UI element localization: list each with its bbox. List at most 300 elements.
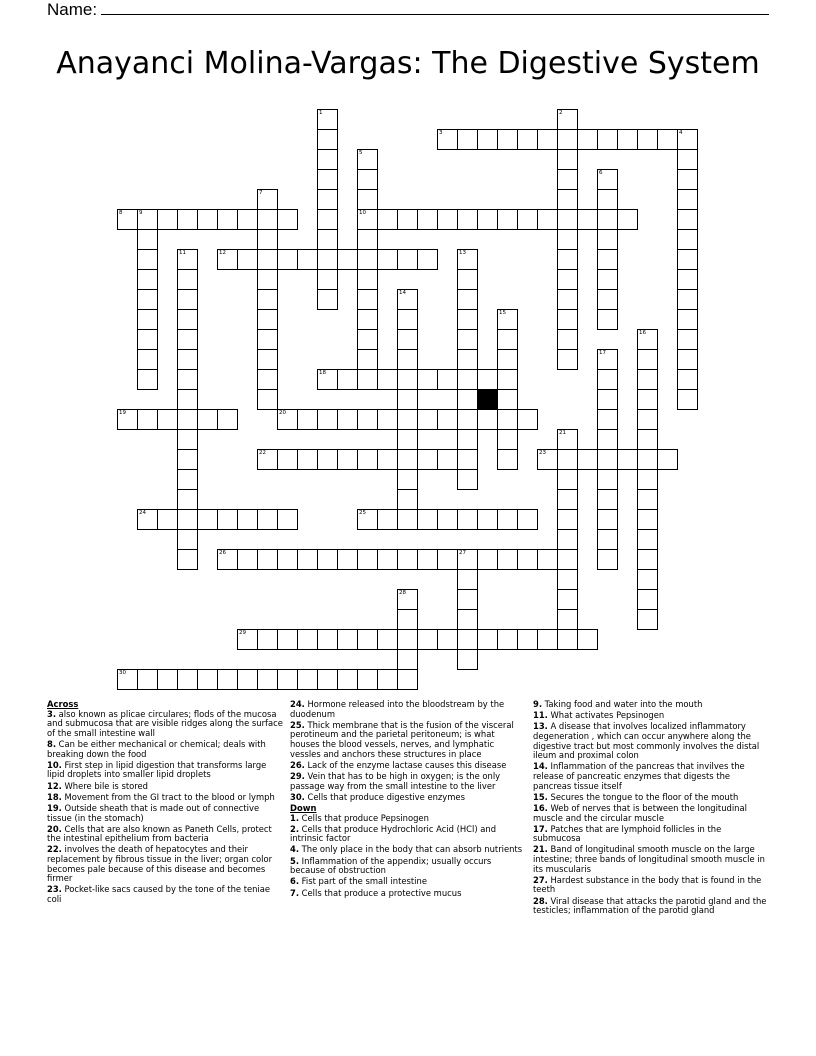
grid-cell[interactable]: [357, 169, 378, 190]
grid-cell[interactable]: [397, 489, 418, 510]
grid-cell[interactable]: [237, 669, 258, 690]
grid-cell[interactable]: [497, 309, 518, 330]
grid-cell[interactable]: [357, 669, 378, 690]
grid-cell[interactable]: [557, 449, 578, 470]
grid-cell[interactable]: [257, 329, 278, 350]
grid-cell[interactable]: [457, 289, 478, 310]
grid-cell[interactable]: [557, 569, 578, 590]
grid-cell[interactable]: [457, 349, 478, 370]
grid-cell[interactable]: [557, 309, 578, 330]
grid-cell[interactable]: [557, 509, 578, 530]
grid-cell[interactable]: [597, 409, 618, 430]
grid-cell[interactable]: [557, 529, 578, 550]
grid-cell[interactable]: [317, 109, 338, 130]
grid-cell[interactable]: [477, 209, 498, 230]
grid-cell[interactable]: [177, 489, 198, 510]
grid-cell[interactable]: [517, 129, 538, 150]
grid-cell[interactable]: [577, 209, 598, 230]
grid-cell[interactable]: [197, 669, 218, 690]
grid-cell[interactable]: [137, 349, 158, 370]
grid-cell[interactable]: [537, 549, 558, 570]
grid-cell[interactable]: [537, 129, 558, 150]
grid-cell[interactable]: [257, 269, 278, 290]
grid-cell[interactable]: [637, 389, 658, 410]
grid-cell[interactable]: [317, 269, 338, 290]
grid-cell[interactable]: [357, 149, 378, 170]
grid-cell[interactable]: [557, 149, 578, 170]
grid-cell[interactable]: [317, 289, 338, 310]
grid-cell[interactable]: [597, 349, 618, 370]
grid-cell[interactable]: [177, 209, 198, 230]
grid-cell[interactable]: [197, 409, 218, 430]
grid-cell[interactable]: [597, 429, 618, 450]
grid-cell[interactable]: [577, 629, 598, 650]
grid-cell[interactable]: [337, 629, 358, 650]
grid-cell[interactable]: [237, 549, 258, 570]
grid-cell[interactable]: [597, 489, 618, 510]
grid-cell[interactable]: [597, 289, 618, 310]
grid-cell[interactable]: [597, 249, 618, 270]
grid-cell[interactable]: [457, 129, 478, 150]
grid-cell[interactable]: [257, 669, 278, 690]
grid-cell[interactable]: [677, 309, 698, 330]
grid-cell[interactable]: [177, 529, 198, 550]
grid-cell[interactable]: [617, 449, 638, 470]
grid-cell[interactable]: [277, 549, 298, 570]
grid-cell[interactable]: [597, 469, 618, 490]
grid-cell[interactable]: [317, 209, 338, 230]
grid-cell[interactable]: [197, 509, 218, 530]
grid-cell[interactable]: [497, 349, 518, 370]
grid-cell[interactable]: [177, 309, 198, 330]
grid-cell[interactable]: [557, 229, 578, 250]
grid-cell[interactable]: [397, 589, 418, 610]
grid-cell[interactable]: [357, 249, 378, 270]
grid-cell[interactable]: [677, 229, 698, 250]
grid-cell[interactable]: [397, 389, 418, 410]
grid-cell[interactable]: [217, 509, 238, 530]
grid-cell[interactable]: [517, 409, 538, 430]
grid-cell[interactable]: [457, 569, 478, 590]
grid-cell[interactable]: [637, 569, 658, 590]
grid-cell[interactable]: [277, 209, 298, 230]
grid-cell[interactable]: [517, 549, 538, 570]
grid-cell[interactable]: [677, 149, 698, 170]
grid-cell[interactable]: [357, 269, 378, 290]
grid-cell[interactable]: [277, 509, 298, 530]
grid-cell[interactable]: [557, 289, 578, 310]
grid-cell[interactable]: [137, 269, 158, 290]
grid-cell[interactable]: [357, 209, 378, 230]
grid-cell[interactable]: [137, 289, 158, 310]
grid-cell[interactable]: [537, 629, 558, 650]
grid-cell[interactable]: [177, 349, 198, 370]
grid-cell[interactable]: [637, 329, 658, 350]
grid-cell[interactable]: [137, 669, 158, 690]
grid-cell[interactable]: [497, 629, 518, 650]
grid-cell[interactable]: [497, 369, 518, 390]
grid-cell[interactable]: [517, 209, 538, 230]
grid-cell[interactable]: [257, 369, 278, 390]
grid-cell[interactable]: [277, 409, 298, 430]
grid-cell[interactable]: [637, 469, 658, 490]
grid-cell[interactable]: [177, 469, 198, 490]
grid-cell[interactable]: [457, 389, 478, 410]
grid-cell[interactable]: [357, 449, 378, 470]
grid-cell[interactable]: [517, 629, 538, 650]
grid-cell[interactable]: [317, 129, 338, 150]
grid-cell[interactable]: [377, 669, 398, 690]
grid-cell[interactable]: [597, 309, 618, 330]
grid-cell[interactable]: [257, 449, 278, 470]
grid-cell[interactable]: [137, 409, 158, 430]
grid-cell[interactable]: [637, 589, 658, 610]
grid-cell[interactable]: [257, 389, 278, 410]
grid-cell[interactable]: [597, 169, 618, 190]
grid-cell[interactable]: [457, 409, 478, 430]
grid-cell[interactable]: [177, 329, 198, 350]
grid-cell[interactable]: [237, 209, 258, 230]
grid-cell[interactable]: [377, 449, 398, 470]
grid-cell[interactable]: [177, 549, 198, 570]
grid-cell[interactable]: [657, 129, 678, 150]
grid-cell[interactable]: [257, 209, 278, 230]
grid-cell[interactable]: [637, 609, 658, 630]
grid-cell[interactable]: [157, 669, 178, 690]
grid-cell[interactable]: [177, 509, 198, 530]
grid-cell[interactable]: [677, 349, 698, 370]
grid-cell[interactable]: [157, 509, 178, 530]
grid-cell[interactable]: [217, 209, 238, 230]
grid-cell[interactable]: [397, 509, 418, 530]
grid-cell[interactable]: [357, 549, 378, 570]
grid-cell[interactable]: [117, 669, 138, 690]
grid-cell[interactable]: [417, 409, 438, 430]
grid-cell[interactable]: [677, 189, 698, 210]
grid-cell[interactable]: [317, 669, 338, 690]
grid-cell[interactable]: [557, 129, 578, 150]
grid-cell[interactable]: [177, 429, 198, 450]
grid-cell[interactable]: [417, 449, 438, 470]
grid-cell[interactable]: [317, 169, 338, 190]
grid-cell[interactable]: [257, 229, 278, 250]
grid-cell[interactable]: [437, 409, 458, 430]
grid-cell[interactable]: [437, 209, 458, 230]
grid-cell[interactable]: [137, 369, 158, 390]
grid-cell[interactable]: [417, 249, 438, 270]
grid-cell[interactable]: [357, 329, 378, 350]
grid-cell[interactable]: [337, 409, 358, 430]
grid-cell[interactable]: [677, 169, 698, 190]
grid-cell[interactable]: [597, 209, 618, 230]
grid-cell[interactable]: [357, 229, 378, 250]
grid-cell[interactable]: [517, 509, 538, 530]
grid-cell[interactable]: [137, 509, 158, 530]
grid-cell[interactable]: [177, 409, 198, 430]
grid-cell[interactable]: [457, 309, 478, 330]
grid-cell[interactable]: [237, 509, 258, 530]
grid-cell[interactable]: [117, 409, 138, 430]
grid-cell[interactable]: [317, 249, 338, 270]
grid-cell[interactable]: [397, 249, 418, 270]
grid-cell[interactable]: [317, 549, 338, 570]
grid-cell[interactable]: [217, 549, 238, 570]
grid-cell[interactable]: [357, 309, 378, 330]
grid-cell[interactable]: [597, 369, 618, 390]
grid-cell[interactable]: [557, 169, 578, 190]
grid-cell[interactable]: [677, 329, 698, 350]
grid-cell[interactable]: [677, 269, 698, 290]
grid-cell[interactable]: [457, 429, 478, 450]
grid-cell[interactable]: [397, 429, 418, 450]
grid-cell[interactable]: [357, 509, 378, 530]
grid-cell[interactable]: [597, 529, 618, 550]
grid-cell[interactable]: [217, 669, 238, 690]
grid-cell[interactable]: [557, 589, 578, 610]
grid-cell[interactable]: [557, 209, 578, 230]
grid-cell[interactable]: [317, 629, 338, 650]
grid-cell[interactable]: [457, 589, 478, 610]
grid-cell[interactable]: [597, 189, 618, 210]
grid-cell[interactable]: [457, 249, 478, 270]
grid-cell[interactable]: [237, 249, 258, 270]
grid-cell[interactable]: [257, 249, 278, 270]
grid-cell[interactable]: [457, 509, 478, 530]
grid-cell[interactable]: [297, 249, 318, 270]
grid-cell[interactable]: [497, 129, 518, 150]
grid-cell[interactable]: [477, 629, 498, 650]
grid-cell[interactable]: [257, 629, 278, 650]
grid-cell[interactable]: [397, 289, 418, 310]
grid-cell[interactable]: [177, 449, 198, 470]
grid-cell[interactable]: [457, 649, 478, 670]
grid-cell[interactable]: [477, 549, 498, 570]
grid-cell[interactable]: [137, 329, 158, 350]
grid-cell[interactable]: [457, 609, 478, 630]
grid-cell[interactable]: [497, 329, 518, 350]
grid-cell[interactable]: [377, 209, 398, 230]
grid-cell[interactable]: [597, 509, 618, 530]
grid-cell[interactable]: [317, 369, 338, 390]
grid-cell[interactable]: [377, 409, 398, 430]
grid-cell[interactable]: [397, 449, 418, 470]
grid-cell[interactable]: [677, 249, 698, 270]
grid-cell[interactable]: [297, 629, 318, 650]
grid-cell[interactable]: [337, 669, 358, 690]
grid-cell[interactable]: [177, 669, 198, 690]
grid-cell[interactable]: [177, 369, 198, 390]
grid-cell[interactable]: [397, 629, 418, 650]
grid-cell[interactable]: [557, 269, 578, 290]
grid-cell[interactable]: [397, 549, 418, 570]
grid-cell[interactable]: [317, 229, 338, 250]
grid-cell[interactable]: [457, 469, 478, 490]
grid-cell[interactable]: [337, 249, 358, 270]
grid-cell[interactable]: [557, 429, 578, 450]
grid-cell[interactable]: [177, 289, 198, 310]
grid-cell[interactable]: [377, 249, 398, 270]
grid-cell[interactable]: [497, 429, 518, 450]
grid-cell[interactable]: [637, 369, 658, 390]
grid-cell[interactable]: [597, 449, 618, 470]
grid-cell[interactable]: [477, 129, 498, 150]
grid-cell[interactable]: [337, 449, 358, 470]
grid-cell[interactable]: [257, 309, 278, 330]
grid-cell[interactable]: [497, 509, 518, 530]
grid-cell[interactable]: [397, 329, 418, 350]
grid-cell[interactable]: [357, 289, 378, 310]
grid-cell[interactable]: [277, 669, 298, 690]
grid-cell[interactable]: [377, 549, 398, 570]
grid-cell[interactable]: [457, 329, 478, 350]
grid-cell[interactable]: [197, 209, 218, 230]
grid-cell[interactable]: [437, 549, 458, 570]
grid-cell[interactable]: [437, 129, 458, 150]
grid-cell[interactable]: [337, 549, 358, 570]
grid-cell[interactable]: [217, 249, 238, 270]
grid-cell[interactable]: [397, 309, 418, 330]
grid-cell[interactable]: [677, 289, 698, 310]
grid-cell[interactable]: [477, 509, 498, 530]
grid-cell[interactable]: [257, 289, 278, 310]
grid-cell[interactable]: [437, 629, 458, 650]
grid-cell[interactable]: [317, 149, 338, 170]
grid-cell[interactable]: [337, 369, 358, 390]
grid-cell[interactable]: [637, 409, 658, 430]
grid-cell[interactable]: [397, 649, 418, 670]
grid-cell[interactable]: [597, 389, 618, 410]
grid-cell[interactable]: [357, 409, 378, 430]
grid-cell[interactable]: [137, 249, 158, 270]
grid-cell[interactable]: [397, 669, 418, 690]
grid-cell[interactable]: [677, 369, 698, 390]
grid-cell[interactable]: [477, 369, 498, 390]
grid-cell[interactable]: [457, 209, 478, 230]
grid-cell[interactable]: [317, 449, 338, 470]
grid-cell[interactable]: [277, 249, 298, 270]
grid-cell[interactable]: [417, 509, 438, 530]
grid-cell[interactable]: [357, 349, 378, 370]
grid-cell[interactable]: [637, 449, 658, 470]
grid-cell[interactable]: [137, 209, 158, 230]
grid-cell[interactable]: [577, 449, 598, 470]
grid-cell[interactable]: [537, 449, 558, 470]
grid-cell[interactable]: [497, 409, 518, 430]
grid-cell[interactable]: [397, 349, 418, 370]
grid-cell[interactable]: [297, 669, 318, 690]
grid-cell[interactable]: [437, 449, 458, 470]
grid-cell[interactable]: [277, 629, 298, 650]
grid-cell[interactable]: [637, 549, 658, 570]
grid-cell[interactable]: [637, 509, 658, 530]
grid-cell[interactable]: [677, 389, 698, 410]
grid-cell[interactable]: [457, 449, 478, 470]
grid-cell[interactable]: [557, 329, 578, 350]
grid-cell[interactable]: [297, 449, 318, 470]
grid-cell[interactable]: [637, 429, 658, 450]
grid-cell[interactable]: [177, 389, 198, 410]
grid-cell[interactable]: [637, 129, 658, 150]
grid-cell[interactable]: [597, 129, 618, 150]
grid-cell[interactable]: [397, 469, 418, 490]
grid-cell[interactable]: [397, 369, 418, 390]
grid-cell[interactable]: [417, 209, 438, 230]
grid-cell[interactable]: [637, 489, 658, 510]
grid-cell[interactable]: [317, 189, 338, 210]
grid-cell[interactable]: [417, 629, 438, 650]
grid-cell[interactable]: [257, 189, 278, 210]
grid-cell[interactable]: [557, 249, 578, 270]
grid-cell[interactable]: [357, 189, 378, 210]
grid-cell[interactable]: [497, 209, 518, 230]
grid-cell[interactable]: [117, 209, 138, 230]
grid-cell[interactable]: [157, 209, 178, 230]
grid-cell[interactable]: [677, 209, 698, 230]
grid-cell[interactable]: [497, 389, 518, 410]
grid-cell[interactable]: [417, 549, 438, 570]
grid-cell[interactable]: [497, 449, 518, 470]
grid-cell[interactable]: [437, 509, 458, 530]
grid-cell[interactable]: [297, 549, 318, 570]
grid-cell[interactable]: [397, 209, 418, 230]
grid-cell[interactable]: [597, 269, 618, 290]
grid-cell[interactable]: [557, 189, 578, 210]
grid-cell[interactable]: [257, 549, 278, 570]
grid-cell[interactable]: [557, 609, 578, 630]
grid-cell[interactable]: [297, 409, 318, 430]
grid-cell[interactable]: [317, 409, 338, 430]
grid-cell[interactable]: [637, 349, 658, 370]
grid-cell[interactable]: [677, 129, 698, 150]
grid-cell[interactable]: [557, 489, 578, 510]
grid-cell[interactable]: [617, 209, 638, 230]
grid-cell[interactable]: [557, 629, 578, 650]
grid-cell[interactable]: [217, 409, 238, 430]
grid-cell[interactable]: [597, 549, 618, 570]
grid-cell[interactable]: [157, 409, 178, 430]
grid-cell[interactable]: [357, 369, 378, 390]
grid-cell[interactable]: [257, 349, 278, 370]
grid-cell[interactable]: [477, 409, 498, 430]
grid-cell[interactable]: [377, 509, 398, 530]
grid-cell[interactable]: [137, 309, 158, 330]
grid-cell[interactable]: [557, 109, 578, 130]
grid-cell[interactable]: [457, 369, 478, 390]
grid-cell[interactable]: [457, 629, 478, 650]
grid-cell[interactable]: [497, 549, 518, 570]
grid-cell[interactable]: [397, 609, 418, 630]
grid-cell[interactable]: [577, 129, 598, 150]
grid-cell[interactable]: [237, 629, 258, 650]
grid-cell[interactable]: [457, 269, 478, 290]
grid-cell[interactable]: [257, 509, 278, 530]
grid-cell[interactable]: [417, 369, 438, 390]
grid-cell[interactable]: [357, 629, 378, 650]
grid-cell[interactable]: [177, 269, 198, 290]
grid-cell[interactable]: [137, 229, 158, 250]
grid-cell[interactable]: [657, 449, 678, 470]
grid-cell[interactable]: [397, 409, 418, 430]
grid-cell[interactable]: [277, 449, 298, 470]
grid-cell[interactable]: [557, 349, 578, 370]
grid-cell[interactable]: [457, 549, 478, 570]
grid-cell[interactable]: [557, 549, 578, 570]
grid-cell[interactable]: [377, 369, 398, 390]
grid-cell[interactable]: [437, 369, 458, 390]
grid-cell[interactable]: [637, 529, 658, 550]
grid-cell[interactable]: [537, 209, 558, 230]
grid-cell[interactable]: [597, 229, 618, 250]
